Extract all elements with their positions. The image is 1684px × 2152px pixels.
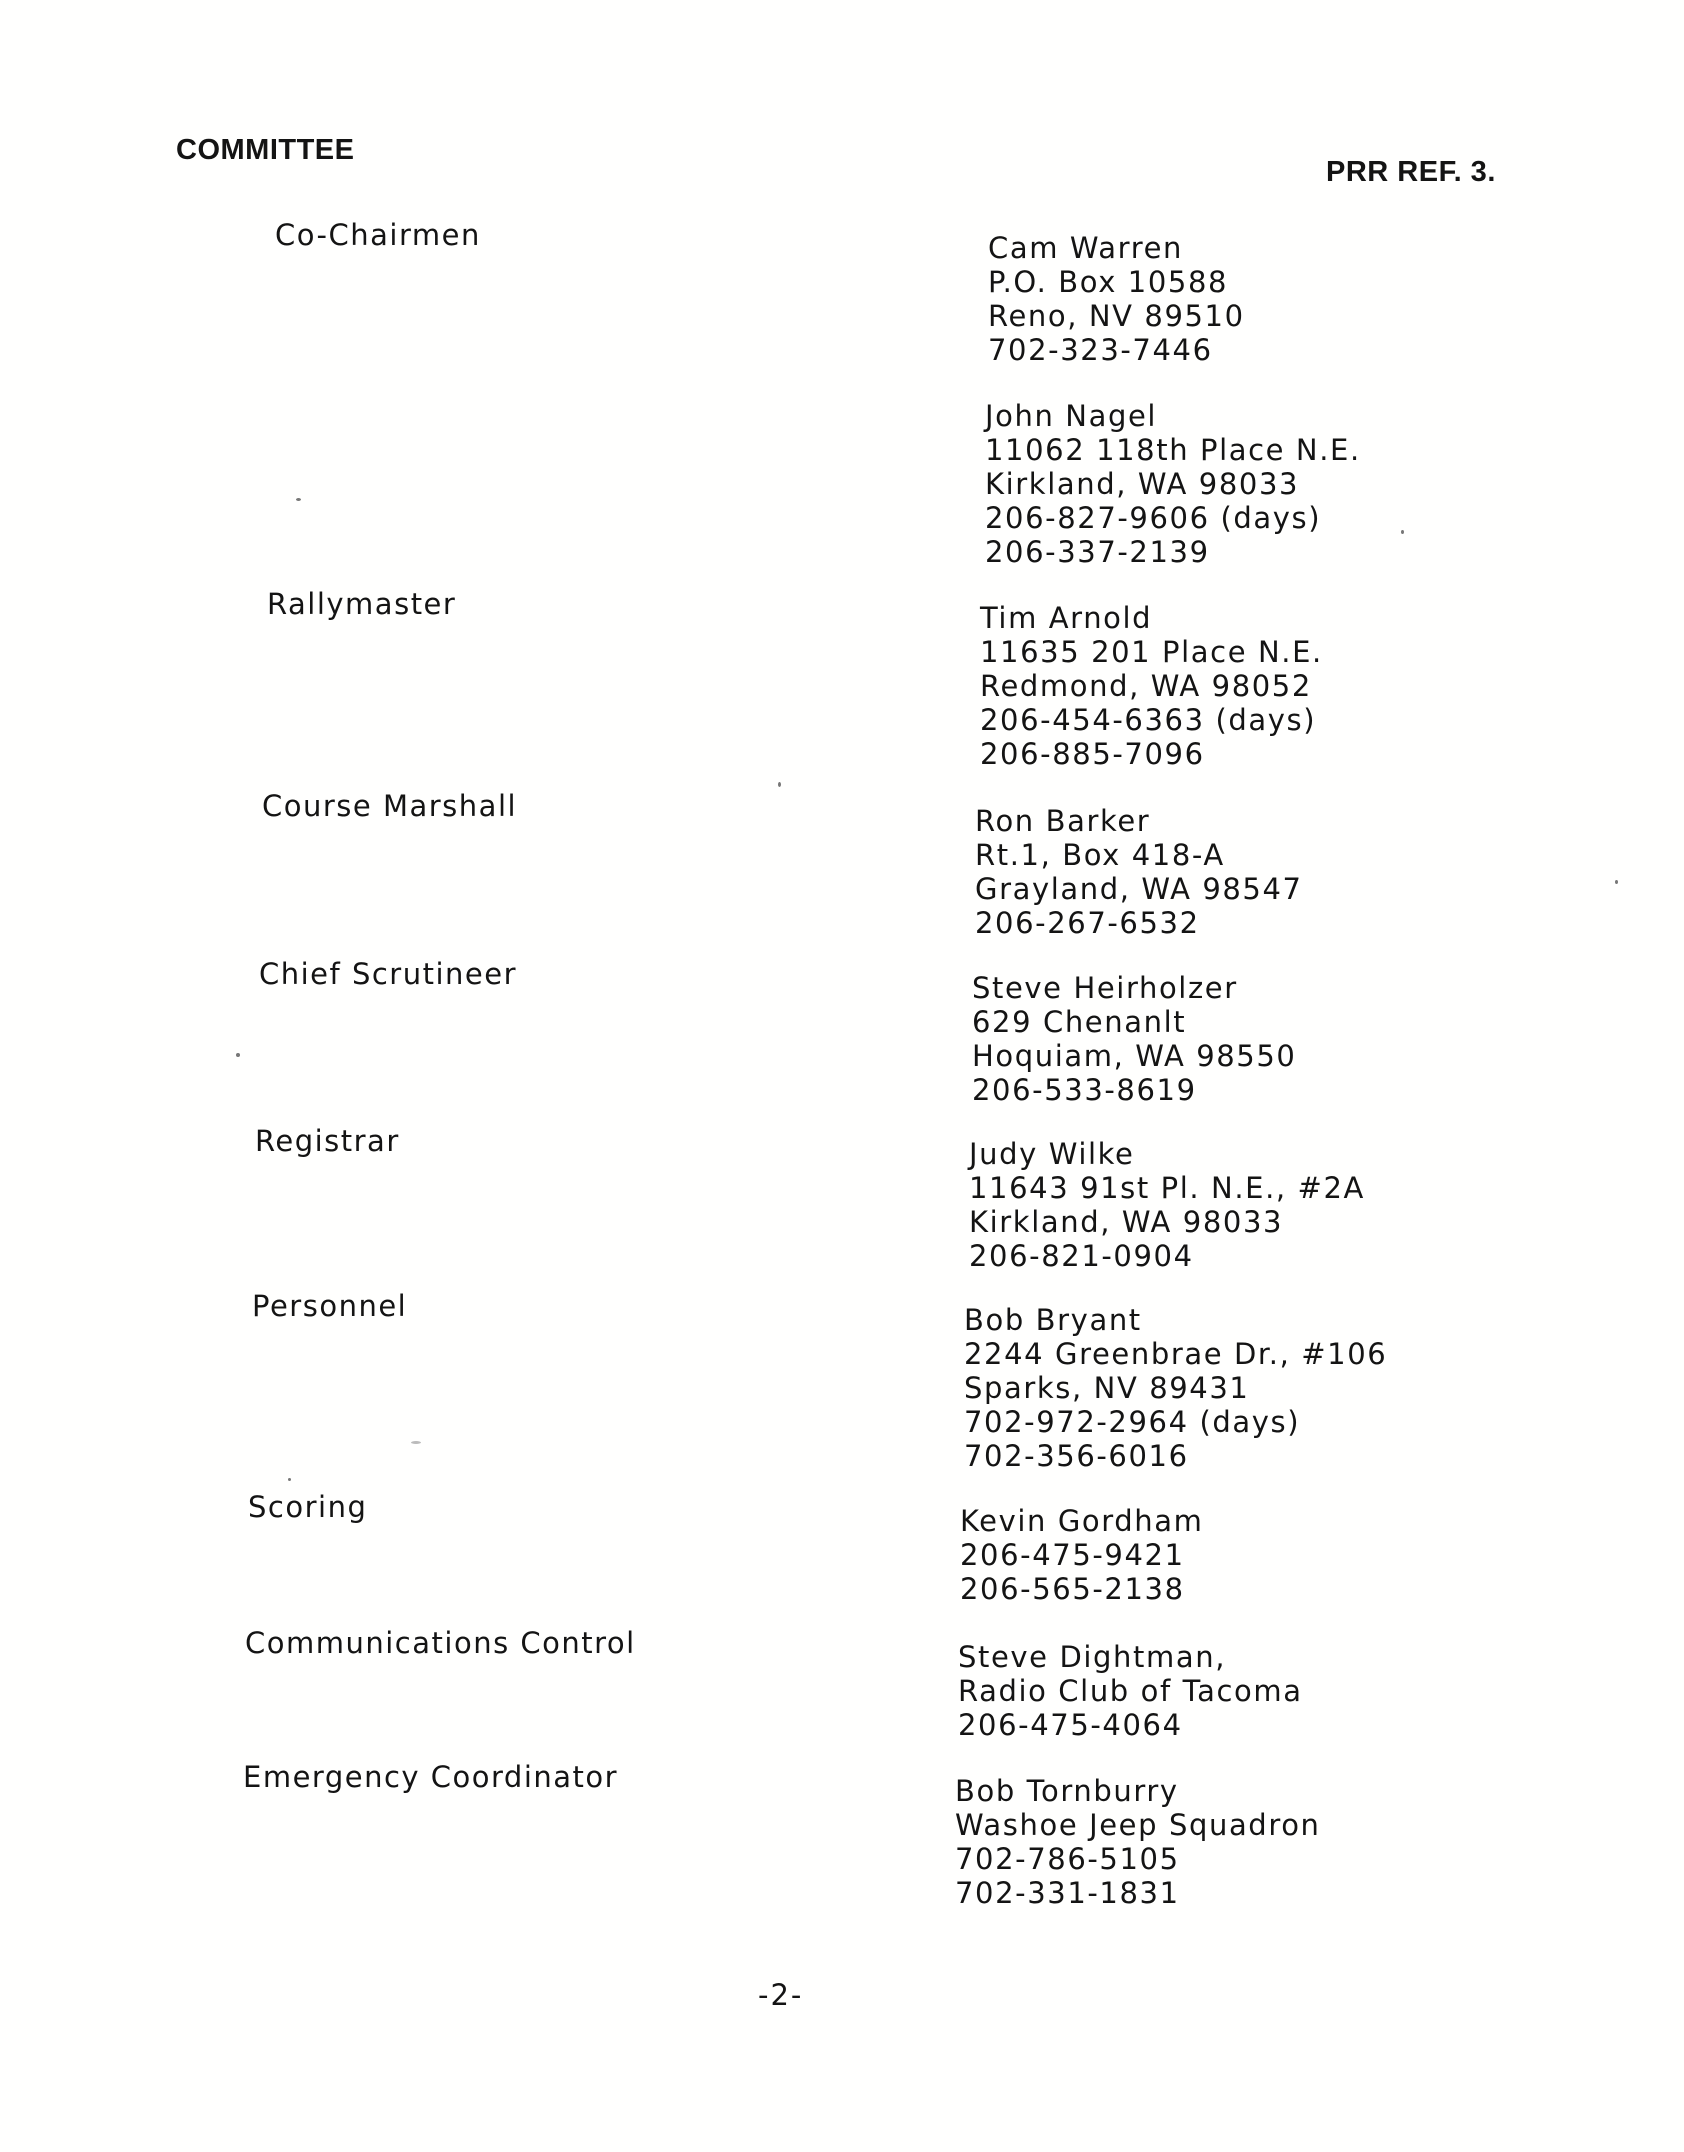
contact-line: Kirkland, WA 98033	[985, 467, 1300, 501]
contact-line: 206-827-9606 (days)	[985, 501, 1322, 535]
scan-speck	[411, 1441, 421, 1444]
scan-speck	[778, 782, 781, 787]
page-number: -2-	[758, 1978, 804, 2012]
contact-line: Kirkland, WA 98033	[969, 1205, 1284, 1239]
role-communications-control: Communications Control	[245, 1626, 636, 1660]
contact-line: Sparks, NV 89431	[964, 1371, 1250, 1405]
contact-line: 206-267-6532	[975, 906, 1200, 940]
contact-line: 702-331-1831	[955, 1876, 1180, 1910]
contact-line: Cam Warren	[988, 231, 1183, 265]
committee-heading: COMMITTEE	[176, 134, 355, 166]
contact-steve-dightman	[958, 1640, 1303, 1742]
contact-judy-wilke	[969, 1137, 1365, 1273]
contact-line: 206-821-0904	[969, 1239, 1194, 1273]
contact-tim-arnold	[980, 601, 1323, 771]
contact-bob-tornburry	[955, 1774, 1321, 1910]
scan-speck	[236, 1053, 240, 1057]
contact-cam-warren	[988, 231, 1245, 367]
role-chief-scrutineer: Chief Scrutineer	[259, 957, 518, 991]
contact-line: 11643 91st Pl. N.E., #2A	[969, 1171, 1365, 1205]
scan-speck	[1615, 880, 1618, 884]
contact-line: 11062 118th Place N.E.	[985, 433, 1361, 467]
contact-line: 702-356-6016	[964, 1439, 1189, 1473]
scan-speck	[296, 498, 301, 501]
contact-line: Ron Barker	[975, 804, 1151, 838]
contact-line: Tim Arnold	[980, 601, 1153, 635]
contact-line: 206-533-8619	[972, 1073, 1197, 1107]
contact-line: Redmond, WA 98052	[980, 669, 1312, 703]
scan-speck	[1401, 530, 1404, 534]
role-rallymaster: Rallymaster	[267, 587, 457, 621]
contact-line: 206-565-2138	[960, 1572, 1185, 1606]
contact-ron-barker	[975, 804, 1303, 940]
contact-line: 206-885-7096	[980, 737, 1205, 771]
contact-line: Judy Wilke	[969, 1137, 1135, 1171]
contact-line: Radio Club of Tacoma	[958, 1674, 1303, 1708]
contact-line: Steve Heirholzer	[972, 971, 1238, 1005]
role-personnel: Personnel	[252, 1289, 408, 1323]
contact-john-nagel	[985, 399, 1361, 569]
contact-line: 206-454-6363 (days)	[980, 703, 1317, 737]
contact-steve-heirholzer	[972, 971, 1296, 1107]
contact-line: Bob Tornburry	[955, 1774, 1179, 1808]
contact-line: Washoe Jeep Squadron	[955, 1808, 1321, 1842]
contact-line: 11635 201 Place N.E.	[980, 635, 1323, 669]
contact-kevin-gordham	[960, 1504, 1203, 1606]
contact-line: 206-337-2139	[985, 535, 1210, 569]
scan-speck	[288, 1478, 291, 1481]
contact-line: 629 Chenanlt	[972, 1005, 1187, 1039]
contact-line: Grayland, WA 98547	[975, 872, 1303, 906]
contact-line: John Nagel	[985, 399, 1158, 433]
contact-line: Bob Bryant	[964, 1303, 1142, 1337]
role-course-marshall: Course Marshall	[262, 789, 518, 823]
contact-line: Reno, NV 89510	[988, 299, 1245, 333]
prr-reference: PRR REF. 3.	[1326, 156, 1496, 188]
role-co-chairmen: Co-Chairmen	[275, 218, 481, 252]
contact-line: 702-786-5105	[955, 1842, 1180, 1876]
contact-line: P.O. Box 10588	[988, 265, 1229, 299]
contact-line: 206-475-4064	[958, 1708, 1183, 1742]
role-scoring: Scoring	[248, 1490, 368, 1524]
contact-line: Rt.1, Box 418-A	[975, 838, 1225, 872]
role-registrar: Registrar	[255, 1124, 400, 1158]
contact-line: 2244 Greenbrae Dr., #106	[964, 1337, 1388, 1371]
contact-line: 702-323-7446	[988, 333, 1213, 367]
contact-line: Steve Dightman,	[958, 1640, 1227, 1674]
contact-line: Hoquiam, WA 98550	[972, 1039, 1297, 1073]
contact-bob-bryant	[964, 1303, 1387, 1473]
contact-line: Kevin Gordham	[960, 1504, 1204, 1538]
role-emergency-coordinator: Emergency Coordinator	[243, 1760, 619, 1794]
contact-line: 702-972-2964 (days)	[964, 1405, 1301, 1439]
contact-line: 206-475-9421	[960, 1538, 1185, 1572]
